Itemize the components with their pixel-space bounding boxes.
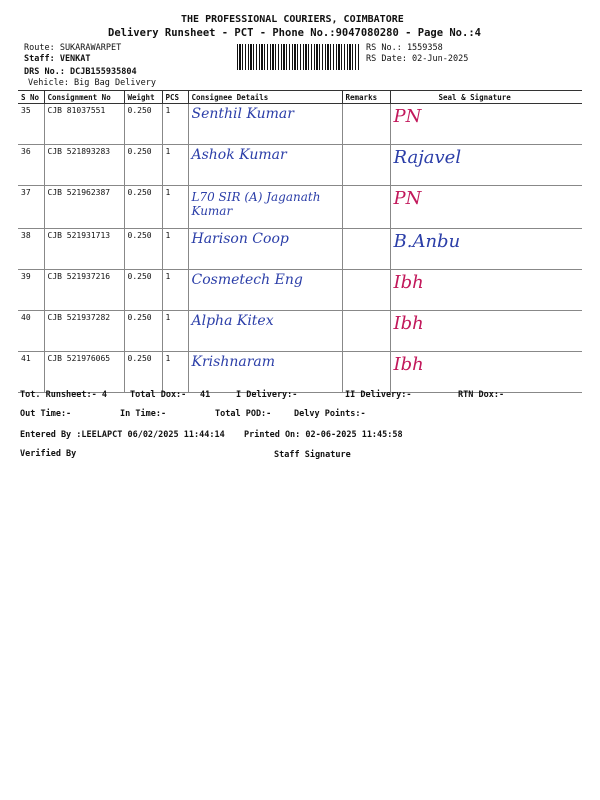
row-sno: 40 [18, 311, 44, 352]
row-weight: 0.250 [124, 145, 162, 186]
signature-mark: Ibh [393, 354, 424, 375]
out-time: Out Time:- [20, 409, 72, 419]
row-remarks [342, 229, 390, 270]
row-pcs: 1 [162, 311, 188, 352]
row-sno: 39 [18, 270, 44, 311]
row-signature [390, 186, 582, 229]
row-weight: 0.250 [124, 311, 162, 352]
rs-date: RS Date: 02-Jun-2025 [366, 54, 469, 64]
signature-mark: Rajavel [393, 147, 462, 168]
signature-mark: PN [393, 188, 422, 209]
vehicle-label: Vehicle: Big Bag Delivery [28, 78, 156, 88]
printed-on: Printed On: 02-06-2025 11:45:58 [244, 430, 403, 440]
row-consignee: Ashok Kumar [188, 145, 342, 186]
row-pcs: 1 [162, 352, 188, 393]
row-pcs: 1 [162, 270, 188, 311]
row-consignment: CJB 521962387 [44, 186, 124, 229]
row-consignee: L70 SIR (A) Jaganath Kumar [188, 186, 342, 229]
row-pcs: 1 [162, 186, 188, 229]
row-sno: 38 [18, 229, 44, 270]
rtn-dox: RTN Dox:- [458, 390, 505, 400]
signature-mark: B.Anbu [393, 231, 461, 252]
row-remarks [342, 186, 390, 229]
table-row [18, 229, 582, 270]
runsheet-subtitle: Delivery Runsheet - PCT - Phone No.:9047080280 - Page No.:4 [108, 27, 481, 39]
table-row [18, 270, 582, 311]
row-sno: 41 [18, 352, 44, 393]
row-remarks [342, 311, 390, 352]
row-remarks [342, 352, 390, 393]
row-consignment: CJB 81037551 [44, 104, 124, 145]
row-consignee: Cosmetech Eng [188, 270, 342, 311]
row-pcs: 1 [162, 229, 188, 270]
entered-by: Entered By :LEELAPCT 06/02/2025 11:44:14 [20, 430, 225, 440]
total-dox-value: 41 [200, 390, 211, 400]
table-row [18, 311, 582, 352]
col-sno: S No [18, 91, 44, 104]
row-signature [390, 352, 582, 393]
row-signature [390, 229, 582, 270]
row-consignment: CJB 521931713 [44, 229, 124, 270]
signature-mark: PN [393, 106, 422, 127]
staff-label: Staff: VENKAT [24, 54, 91, 64]
row-consignment: CJB 521893283 [44, 145, 124, 186]
verified-by: Verified By [20, 449, 77, 459]
row-weight: 0.250 [124, 229, 162, 270]
table-row [18, 186, 582, 229]
delvy-points: Delvy Points:- [294, 409, 366, 419]
signature-mark: Ibh [393, 272, 424, 293]
rs-number: RS No.: 1559358 [366, 43, 443, 53]
total-dox-label: Total Dox:- [130, 390, 187, 400]
route-label: Route: SUKARAWARPET [24, 43, 122, 53]
row-consignment: CJB 521976065 [44, 352, 124, 393]
row-weight: 0.250 [124, 270, 162, 311]
row-consignment: CJB 521937216 [44, 270, 124, 311]
table-row [18, 104, 582, 145]
i-delivery: I Delivery:- [236, 390, 298, 400]
row-remarks [342, 145, 390, 186]
row-remarks [342, 104, 390, 145]
col-signature: Seal & Signature [390, 91, 582, 104]
col-consignment: Consignment No [44, 91, 124, 104]
table-row [18, 352, 582, 393]
in-time: In Time:- [120, 409, 167, 419]
row-sno: 36 [18, 145, 44, 186]
company-title: THE PROFESSIONAL COURIERS, COIMBATORE [181, 14, 404, 25]
col-consignee: Consignee Details [188, 91, 342, 104]
row-signature [390, 311, 582, 352]
signature-mark: Ibh [393, 313, 424, 334]
table-row [18, 145, 582, 186]
barcode [237, 44, 359, 70]
row-weight: 0.250 [124, 352, 162, 393]
col-remarks: Remarks [342, 91, 390, 104]
row-pcs: 1 [162, 104, 188, 145]
drs-label: DRS No.: DCJB155935804 [24, 67, 137, 77]
col-pcs: PCS [162, 91, 188, 104]
row-weight: 0.250 [124, 186, 162, 229]
row-remarks [342, 270, 390, 311]
row-consignee: Alpha Kitex [188, 311, 342, 352]
tot-runsheet: Tot. Runsheet:- 4 [20, 390, 107, 400]
staff-signature: Staff Signature [274, 450, 351, 460]
row-sno: 37 [18, 186, 44, 229]
runsheet-table [18, 90, 582, 393]
row-consignee: Krishnaram [188, 352, 342, 393]
table-header-row [18, 91, 582, 104]
ii-delivery: II Delivery:- [345, 390, 412, 400]
row-signature [390, 145, 582, 186]
row-signature [390, 270, 582, 311]
row-signature [390, 104, 582, 145]
row-consignee: Senthil Kumar [188, 104, 342, 145]
total-pod: Total POD:- [215, 409, 272, 419]
row-consignment: CJB 521937282 [44, 311, 124, 352]
col-weight: Weight [124, 91, 162, 104]
row-weight: 0.250 [124, 104, 162, 145]
row-sno: 35 [18, 104, 44, 145]
row-pcs: 1 [162, 145, 188, 186]
row-consignee: Harison Coop [188, 229, 342, 270]
